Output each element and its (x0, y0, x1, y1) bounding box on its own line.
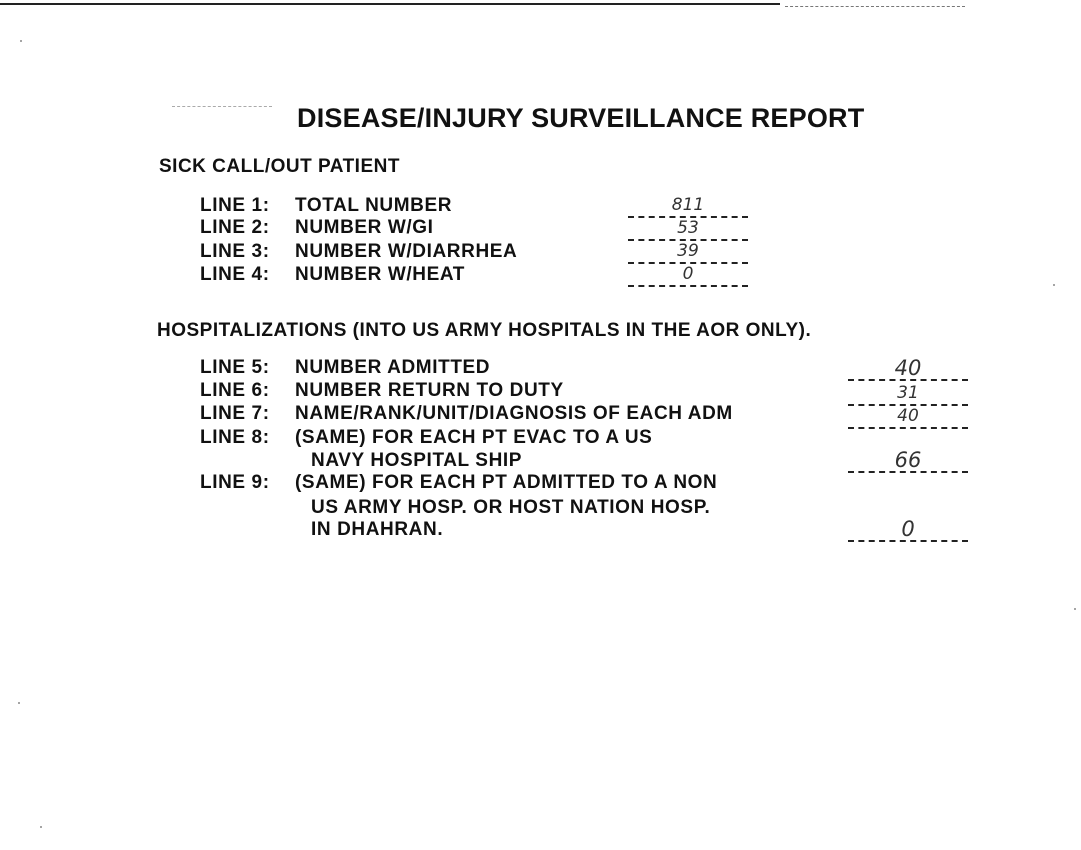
line-3-value: 39 (677, 241, 699, 261)
line-5-answer[interactable] (848, 355, 968, 381)
line-2-text: NUMBER W/GI (295, 217, 434, 238)
top-rule (0, 3, 780, 5)
line-9-continuation-1: US ARMY HOSP. OR HOST NATION HOSP. (311, 497, 711, 518)
line-4-label: LINE 4: (200, 264, 270, 285)
line-6-label: LINE 6: (200, 380, 270, 401)
line-9-text: (SAME) FOR EACH PT ADMITTED TO A NON (295, 472, 718, 493)
line-7-value: 40 (897, 406, 919, 426)
top-rule-dashed (785, 6, 965, 7)
line-9-continuation-2: IN DHAHRAN. (311, 519, 444, 540)
line-9-label: LINE 9: (200, 472, 270, 493)
line-7 (200, 403, 733, 425)
line-3-text: NUMBER W/DIARRHEA (295, 241, 518, 262)
line-6-text: NUMBER RETURN TO DUTY (295, 380, 564, 401)
line-8 (200, 427, 652, 449)
line-4 (200, 264, 465, 286)
line-5-text: NUMBER ADMITTED (295, 357, 491, 378)
line-8-value: 66 (894, 448, 922, 472)
scan-mark (172, 106, 272, 107)
line-7-label: LINE 7: (200, 403, 270, 424)
scan-speck (40, 826, 42, 828)
scan-speck (1053, 284, 1055, 286)
line-4-answer[interactable] (628, 261, 748, 287)
sick-call-heading: SICK CALL/OUT PATIENT (159, 156, 400, 177)
line-1-text: TOTAL NUMBER (295, 195, 453, 216)
line-1-value: 811 (671, 195, 705, 215)
line-1-label: LINE 1: (200, 195, 270, 216)
scan-speck (18, 702, 20, 704)
hospitalizations-heading: HOSPITALIZATIONS (INTO US ARMY HOSPITALS IN THE AOR ONLY). (157, 320, 812, 341)
line-4-text: NUMBER W/HEAT (295, 264, 465, 285)
line-8-continuation: NAVY HOSPITAL SHIP (311, 450, 523, 471)
line-9-value: 0 (901, 517, 915, 541)
line-8-label: LINE 8: (200, 427, 270, 448)
line-9 (200, 472, 717, 494)
line-7-answer[interactable] (848, 403, 968, 429)
line-6-value: 31 (897, 383, 919, 403)
line-3-label: LINE 3: (200, 241, 270, 262)
line-6 (200, 380, 564, 402)
line-3 (200, 241, 517, 263)
line-2-label: LINE 2: (200, 217, 270, 238)
line-4-value: 0 (682, 264, 694, 284)
scan-speck (1074, 608, 1076, 610)
line-9-answer[interactable] (848, 516, 968, 542)
line-7-text: NAME/RANK/UNIT/DIAGNOSIS OF EACH ADM (295, 403, 733, 424)
line-5-label: LINE 5: (200, 357, 270, 378)
line-5 (200, 357, 490, 379)
line-5-value: 40 (894, 356, 922, 380)
line-8-answer[interactable] (848, 447, 968, 473)
report-title: DISEASE/INJURY SURVEILLANCE REPORT (297, 103, 865, 133)
line-1 (200, 195, 452, 217)
line-2-value: 53 (677, 218, 699, 238)
line-2 (200, 217, 434, 239)
line-8-text: (SAME) FOR EACH PT EVAC TO A US (295, 427, 653, 448)
scan-speck (20, 40, 22, 42)
